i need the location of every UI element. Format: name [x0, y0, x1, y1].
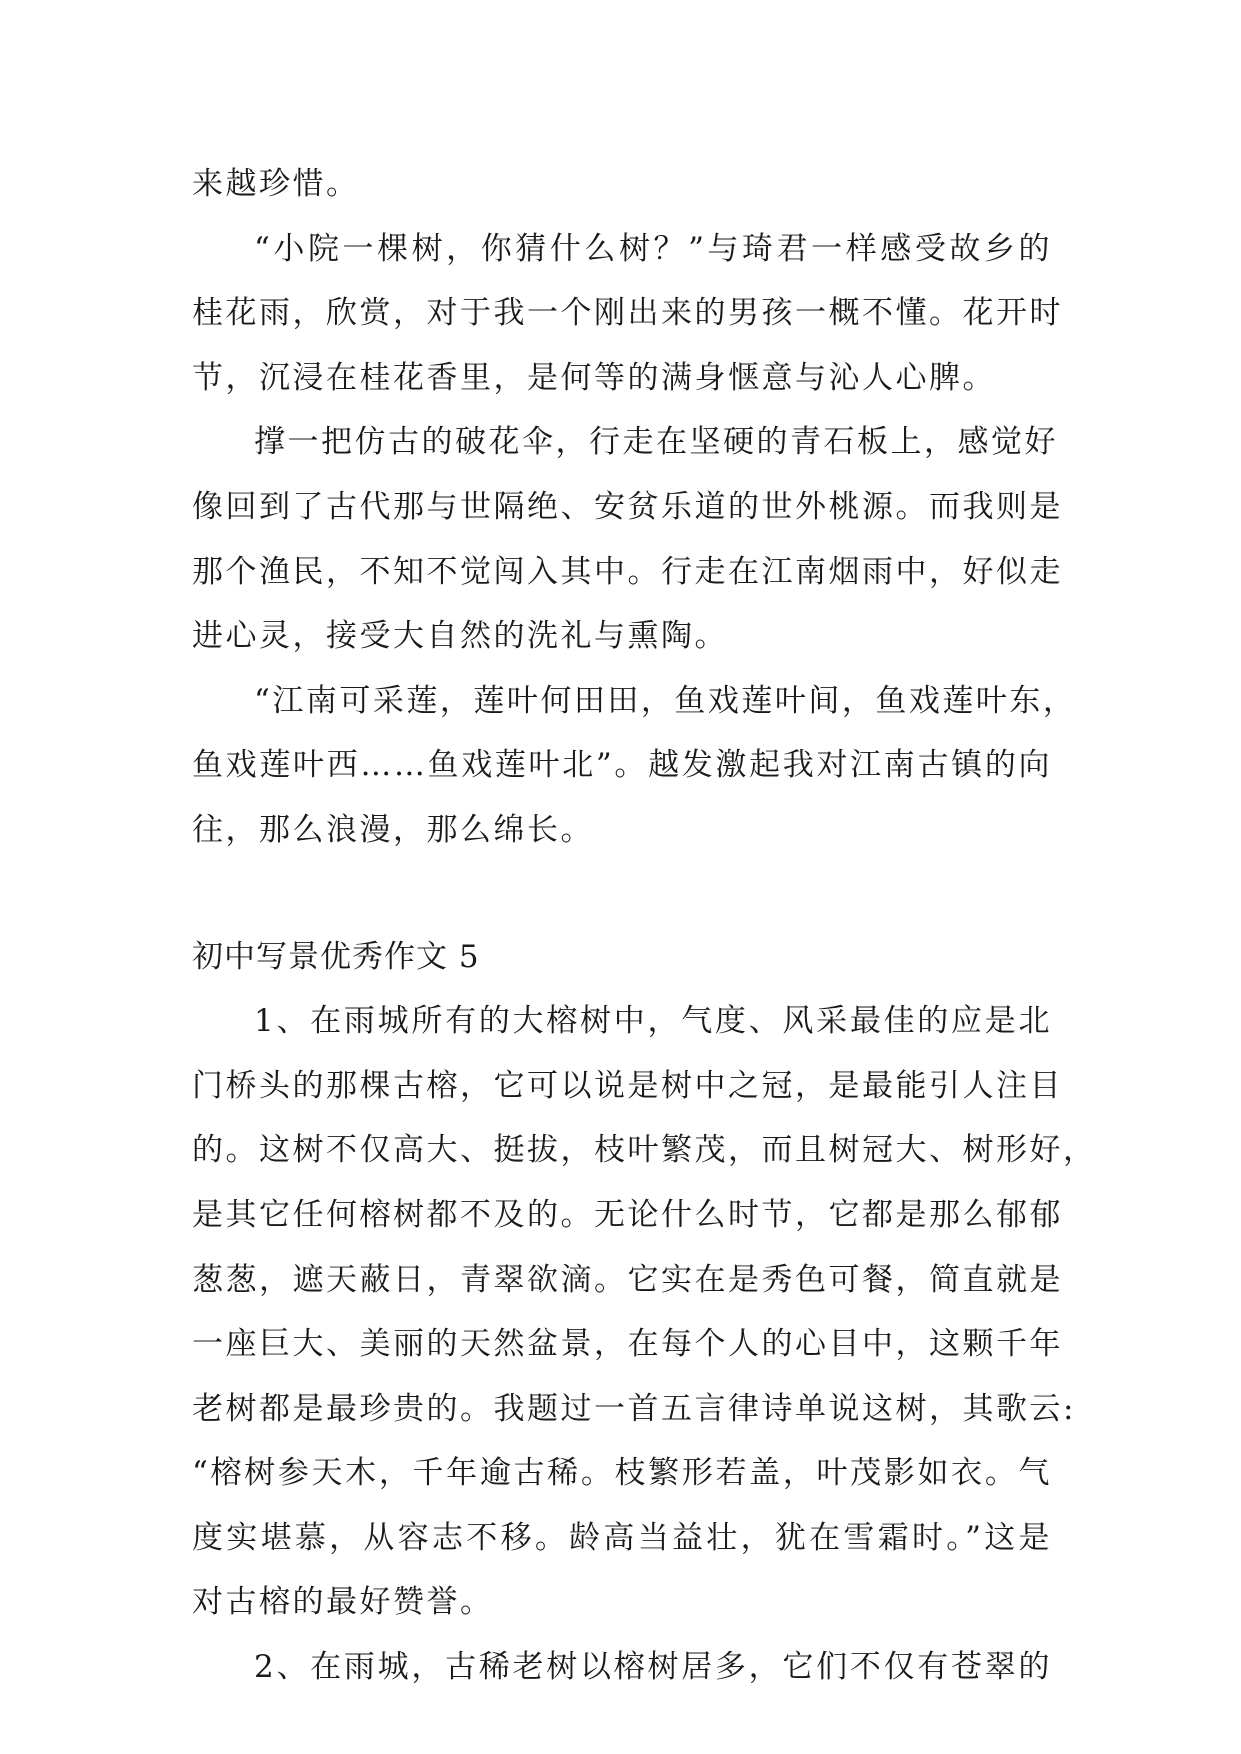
- text-line: 门桥头的那棵古榕，它可以说是树中之冠，是最能引人注目: [192, 1067, 1063, 1104]
- text-line: 是其它任何榕树都不及的。无论什么时节，它都是那么郁郁: [192, 1196, 1063, 1233]
- text-line: 1、在雨城所有的大榕树中，气度、风采最佳的应是北: [254, 1003, 1052, 1040]
- paragraph: [192, 1635, 1052, 1700]
- text-line: 节，沉浸在桂花香里，是何等的满身惬意与沁人心脾。: [192, 359, 996, 396]
- text-line: 往，那么浪漫，那么绵长。: [192, 811, 594, 848]
- text-line: 来越珍惜。: [192, 166, 360, 202]
- text-line: 撑一把仿古的破花伞，行走在坚硬的青石板上，感觉好: [254, 424, 1058, 461]
- text-line: 像回到了古代那与世隔绝、安贫乐道的世外桃源。而我则是: [192, 488, 1063, 525]
- text-line: 鱼戏莲叶西……鱼戏莲叶北”。越发激起我对江南古镇的向: [192, 747, 1052, 784]
- text-line: 对古榕的最好赞誉。: [192, 1584, 494, 1621]
- text-line: 那个渔民，不知不觉闯入其中。行走在江南烟雨中，好似走: [192, 553, 1063, 590]
- text-line: “榕树参天木，千年逾古稀。枝繁形若盖，叶茂影如衣。气: [192, 1455, 1052, 1492]
- text-line: 的。这树不仅高大、挺拔，枝叶繁茂，而且树冠大、树形好，: [192, 1132, 1097, 1169]
- text-line: 葱葱，遮天蔽日，青翠欲滴。它实在是秀色可餐，简直就是: [192, 1261, 1063, 1298]
- section-gap: [192, 863, 1052, 925]
- text-line: “小院一棵树，你猜什么树？”与琦君一样感受故乡的: [254, 230, 1052, 267]
- text-line: 一座巨大、美丽的天然盆景，在每个人的心目中，这颗千年: [192, 1326, 1063, 1363]
- paragraph: [192, 217, 1063, 411]
- text-line: 桂花雨，欣赏，对于我一个刚出来的男孩一概不懂。花开时: [192, 295, 1063, 332]
- text-line: 老树都是最珍贵的。我题过一首五言律诗单说这树，其歌云:: [192, 1390, 1076, 1427]
- paragraph: [192, 152, 1052, 217]
- section-heading: 初中写景优秀作文 5: [192, 938, 480, 975]
- paragraph: [192, 410, 1063, 668]
- text-line: 度实堪慕，从容志不移。龄高当益壮，犹在雪霜时。”这是: [192, 1519, 1052, 1556]
- paragraph: [192, 989, 1097, 1635]
- text-line: 2、在雨城，古稀老树以榕树居多，它们不仅有苍翠的: [254, 1649, 1052, 1686]
- text-line: 进心灵，接受大自然的洗礼与熏陶。: [192, 618, 728, 655]
- document-body: [192, 152, 1097, 1700]
- paragraph: [192, 669, 1077, 863]
- text-line: “江南可采莲，莲叶何田田，鱼戏莲叶间，鱼戏莲叶东，: [254, 682, 1077, 719]
